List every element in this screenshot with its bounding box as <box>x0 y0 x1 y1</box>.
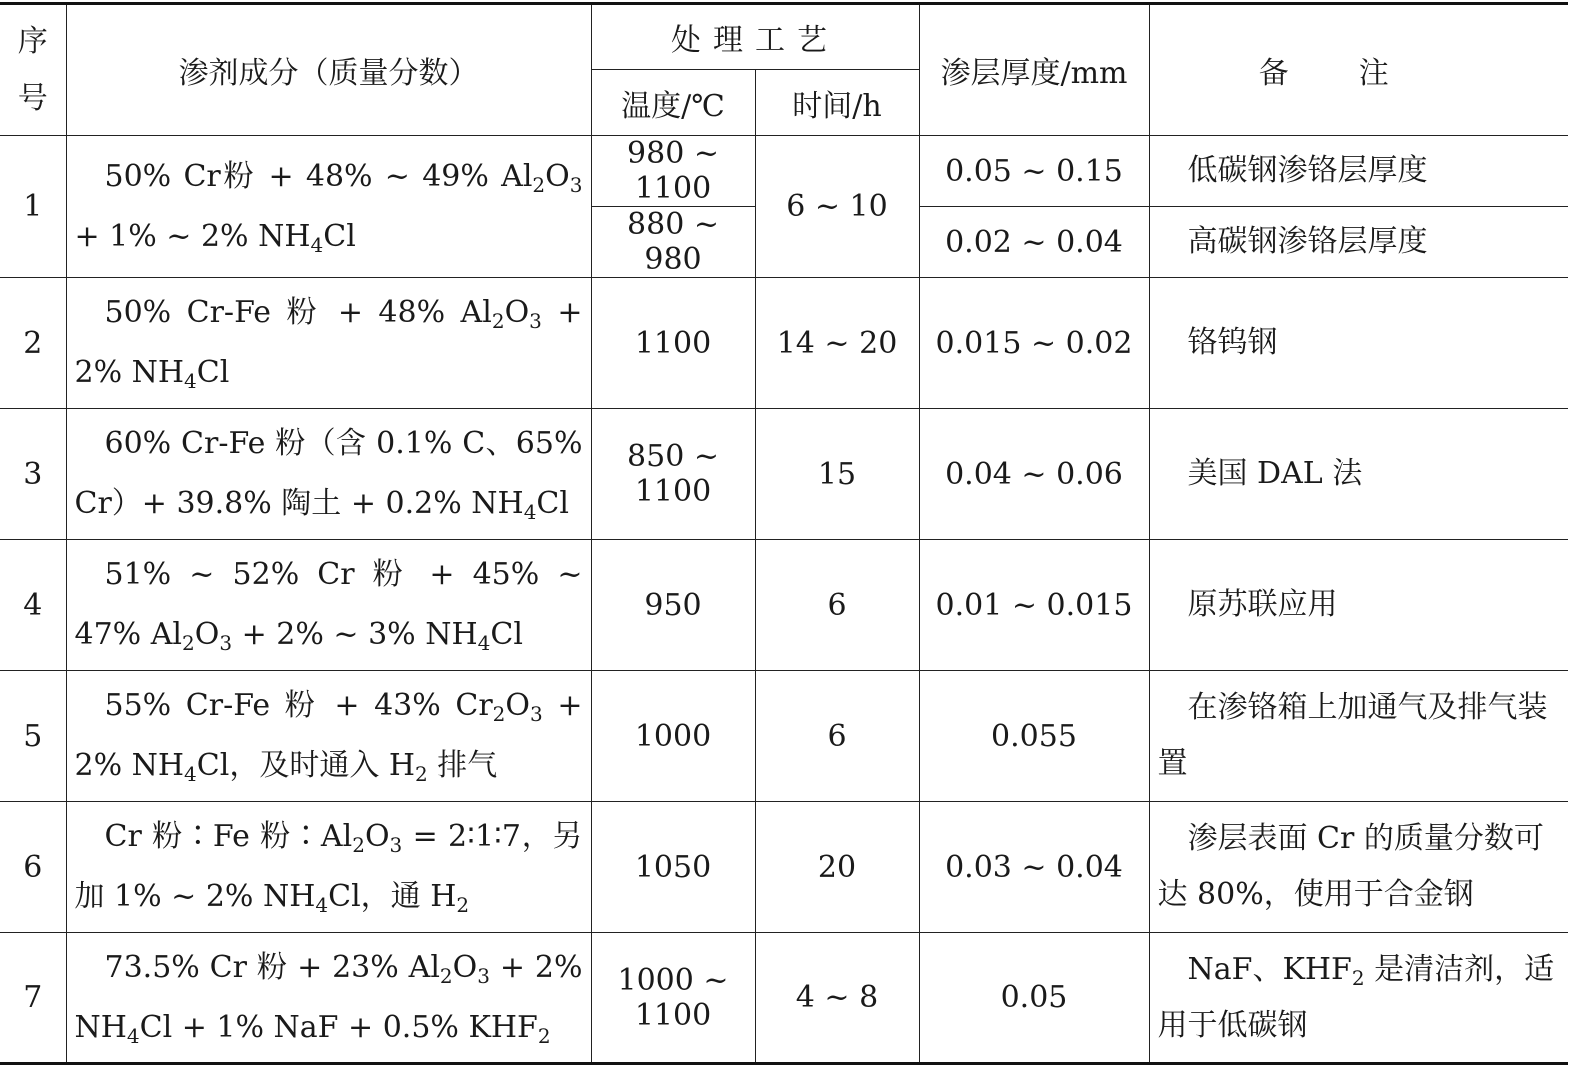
cell-composition: 55% Cr-Fe 粉 + 43% $Cr_2O_3 + 2\%$ $NH_4Cl$，及时通入 $H_2$ 排气 <box>66 671 591 802</box>
header-row-top <box>0 4 1568 70</box>
cell-composition: 50% Cr粉 + 48% ~ 49% $Al_2O_3 + 1\%$ ~ 2% $NH_4Cl$ <box>66 136 591 278</box>
cell-temperature: 880 ~ 980 <box>591 207 755 278</box>
header-time: 时间/h <box>755 70 919 136</box>
cell-seq: 2 <box>0 278 66 409</box>
cell-time: 4 ~ 8 <box>755 933 919 1064</box>
cell-time: 6 ~ 10 <box>755 136 919 278</box>
table-row <box>0 540 1568 671</box>
table-row <box>0 278 1568 409</box>
header-temperature: 温度/℃ <box>591 70 755 136</box>
cell-note: 渗层表面 Cr 的质量分数可达 80%，使用于合金钢 <box>1149 802 1568 933</box>
cell-note: 原苏联应用 <box>1149 540 1568 671</box>
header-process: 处理工艺 <box>591 4 919 70</box>
cell-thickness: 0.03 ~ 0.04 <box>919 802 1149 933</box>
cell-note: 高碳钢渗铬层厚度 <box>1149 207 1568 278</box>
cell-temperature: 980 ~ 1100 <box>591 136 755 207</box>
cell-thickness: 0.05 ~ 0.15 <box>919 136 1149 207</box>
cell-seq: 1 <box>0 136 66 278</box>
cell-temperature: 850 ~ 1100 <box>591 409 755 540</box>
cell-seq: 6 <box>0 802 66 933</box>
cell-note: 在渗铬箱上加通气及排气装置 <box>1149 671 1568 802</box>
cell-composition: Cr 粉∶Fe 粉$∶Al_2O_3$ = 2∶1∶7，另加 1% ~ 2% $NH_4Cl$，通 $H_2$ <box>66 802 591 933</box>
header-note: 备注 <box>1149 4 1568 136</box>
cell-time: 20 <box>755 802 919 933</box>
cell-temperature: 950 <box>591 540 755 671</box>
table-row <box>0 136 1568 207</box>
header-seq: 序号 <box>0 4 66 136</box>
cell-note: 低碳钢渗铬层厚度 <box>1149 136 1568 207</box>
cell-time: 14 ~ 20 <box>755 278 919 409</box>
table-row <box>0 671 1568 802</box>
table-row <box>0 802 1568 933</box>
cell-composition: 73.5% Cr 粉 + 23% $Al_2O_3 + 2\%$ $NH_4Cl + 1\%$ NaF + 0.5% $KHF_2$ <box>66 933 591 1064</box>
cell-temperature: 1000 <box>591 671 755 802</box>
cell-seq: 7 <box>0 933 66 1064</box>
table-row <box>0 933 1568 1064</box>
cell-seq: 3 <box>0 409 66 540</box>
cell-temperature: 1050 <box>591 802 755 933</box>
cell-note: NaF、$KHF_2$ 是清洁剂，适用于低碳钢 <box>1149 933 1568 1064</box>
cell-seq: 5 <box>0 671 66 802</box>
cell-thickness: 0.02 ~ 0.04 <box>919 207 1149 278</box>
cell-thickness: 0.015 ~ 0.02 <box>919 278 1149 409</box>
cell-temperature: 1000 ~ 1100 <box>591 933 755 1064</box>
header-thickness: 渗层厚度/mm <box>919 4 1149 136</box>
header-composition: 渗剂成分（质量分数） <box>66 4 591 136</box>
cell-composition: 51% ~ 52% Cr 粉 + 45% ~ 47% $Al_2O_3 + 2\%$ ~ 3% $NH_4Cl$ <box>66 540 591 671</box>
cell-note: 铬钨钢 <box>1149 278 1568 409</box>
cell-thickness: 0.04 ~ 0.06 <box>919 409 1149 540</box>
cell-temperature: 1100 <box>591 278 755 409</box>
cell-time: 6 <box>755 540 919 671</box>
cell-thickness: 0.01 ~ 0.015 <box>919 540 1149 671</box>
chromizing-agent-table <box>0 2 1568 1065</box>
cell-time: 15 <box>755 409 919 540</box>
cell-note: 美国 DAL 法 <box>1149 409 1568 540</box>
table-row <box>0 409 1568 540</box>
cell-time: 6 <box>755 671 919 802</box>
cell-composition: 60% Cr-Fe 粉（含 0.1% C、65% Cr）+ 39.8% 陶土 + 0.2% $NH_4Cl$ <box>66 409 591 540</box>
cell-seq: 4 <box>0 540 66 671</box>
cell-thickness: 0.055 <box>919 671 1149 802</box>
cell-composition: 50% Cr-Fe 粉 + 48% $Al_2O_3 + 2\%$ $NH_4Cl$ <box>66 278 591 409</box>
cell-thickness: 0.05 <box>919 933 1149 1064</box>
